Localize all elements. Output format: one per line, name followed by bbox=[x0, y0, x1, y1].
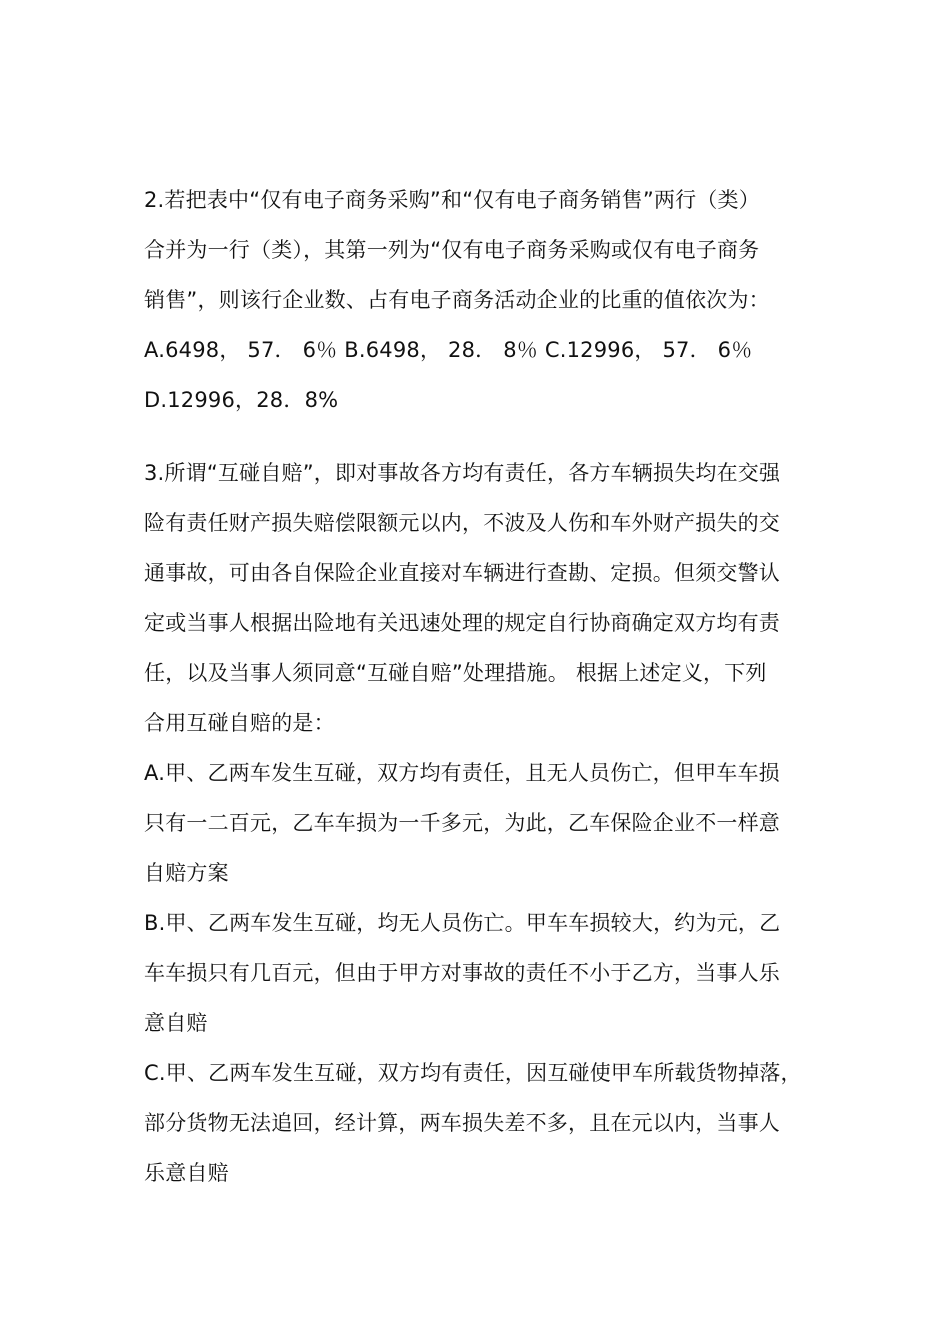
option-b-line-3: 意自赔 bbox=[144, 1011, 208, 1035]
option-c-line-1: C.甲、乙两车发生互碰，双方均有责任，因互碰使甲车所载货物掉落， bbox=[144, 1061, 802, 1085]
question-2-options-line-1: A.6498， 57． 6％ B.6498， 28． 8％ C.12996， 57． 6％ bbox=[144, 338, 753, 362]
question-3-line-2: 险有责任财产损失赔偿限额元以内，不波及人伤和车外财产损失的交 bbox=[144, 511, 780, 535]
question-2-line-3: 销售”，则该行企业数、占有电子商务活动企业的比重的值依次为： bbox=[144, 288, 770, 312]
question-3-line-5: 任，以及当事人须同意“互碰自赔”处理措施。 根据上述定义，下列 bbox=[144, 661, 767, 685]
option-a-line-2: 只有一二百元，乙车车损为一千多元，为此，乙车保险企业不一样意 bbox=[144, 811, 780, 835]
option-c-line-3: 乐意自赔 bbox=[144, 1161, 229, 1185]
option-a-line-1: A.甲、乙两车发生互碰，双方均有责任，且无人员伤亡，但甲车车损 bbox=[144, 761, 780, 785]
question-2-options-line-2: D.12996，28．8% bbox=[144, 388, 339, 412]
question-3-line-3: 通事故，可由各自保险企业直接对车辆进行查勘、定损。但须交警认 bbox=[144, 561, 780, 585]
option-b-line-1: B.甲、乙两车发生互碰，均无人员伤亡。甲车车损较大，约为元，乙 bbox=[144, 911, 781, 935]
question-3-line-4: 定或当事人根据出险地有关迅速处理的规定自行协商确定双方均有责 bbox=[144, 611, 780, 635]
option-c-line-2: 部分货物无法追回，经计算，两车损失差不多，且在元以内，当事人 bbox=[144, 1111, 780, 1135]
option-b-line-2: 车车损只有几百元，但由于甲方对事故的责任不小于乙方，当事人乐 bbox=[144, 961, 780, 985]
question-3-line-1: 3.所谓“互碰自赔”，即对事故各方均有责任，各方车辆损失均在交强 bbox=[144, 461, 781, 485]
question-3-line-6: 合用互碰自赔的是： bbox=[144, 711, 335, 735]
option-a-line-3: 自赔方案 bbox=[144, 861, 229, 885]
question-2-line-2: 合并为一行（类），其第一列为“仅有电子商务采购或仅有电子商务 bbox=[144, 238, 760, 262]
question-2-line-1: 2.若把表中“仅有电子商务采购”和“仅有电子商务销售”两行（类） bbox=[144, 188, 760, 212]
